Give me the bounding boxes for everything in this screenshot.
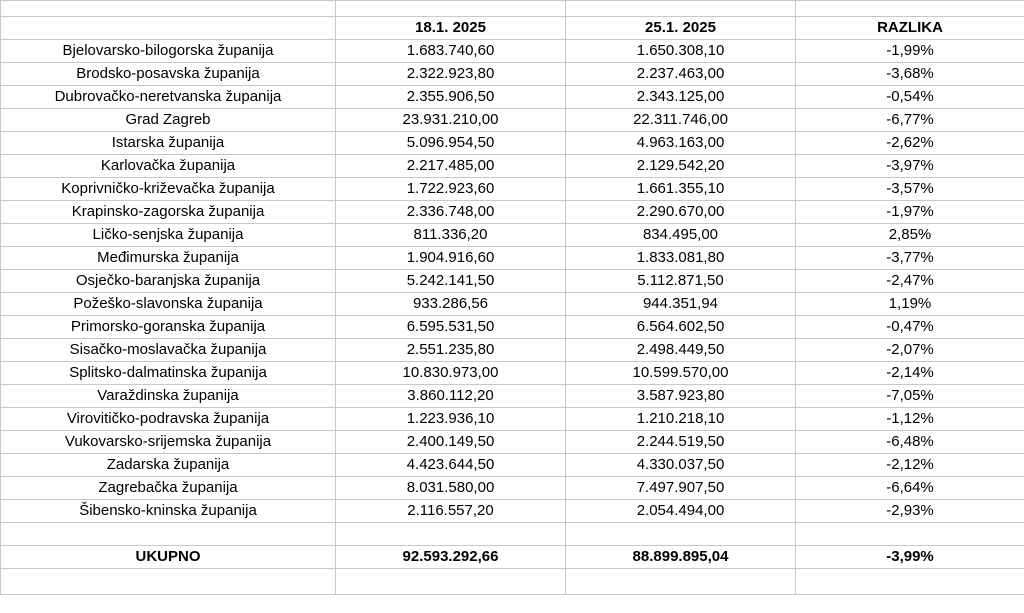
diff-cell[interactable]: -0,47% [796, 316, 1024, 339]
header-date2-cell[interactable]: 25.1. 2025 [566, 17, 796, 40]
table-row [1, 454, 1024, 477]
value-date2-cell[interactable]: 944.351,94 [566, 293, 796, 316]
value-date1-cell[interactable]: 2.322.923,80 [336, 63, 566, 86]
value-date1-cell[interactable]: 2.551.235,80 [336, 339, 566, 362]
value-date2-cell[interactable]: 1.650.308,10 [566, 40, 796, 63]
value-date1-cell[interactable]: 4.423.644,50 [336, 454, 566, 477]
county-cell[interactable]: Šibensko-kninska županija [1, 500, 336, 523]
table-row [1, 86, 1024, 109]
value-date2-cell[interactable]: 1.833.081,80 [566, 247, 796, 270]
empty-cell[interactable] [336, 1, 566, 17]
empty-cell[interactable] [796, 523, 1024, 546]
diff-cell[interactable]: -2,93% [796, 500, 1024, 523]
value-date1-cell[interactable]: 2.217.485,00 [336, 155, 566, 178]
diff-cell[interactable]: -6,64% [796, 477, 1024, 500]
value-date2-cell[interactable]: 2.498.449,50 [566, 339, 796, 362]
diff-cell[interactable]: -2,12% [796, 454, 1024, 477]
table-row [1, 316, 1024, 339]
diff-cell[interactable]: -2,47% [796, 270, 1024, 293]
value-date1-cell[interactable]: 1.722.923,60 [336, 178, 566, 201]
table-row [1, 201, 1024, 224]
county-cell[interactable]: Zagrebačka županija [1, 477, 336, 500]
empty-cell[interactable] [1, 523, 336, 546]
county-cell[interactable]: Virovitičko-podravska županija [1, 408, 336, 431]
diff-cell[interactable]: -3,68% [796, 63, 1024, 86]
value-date1-cell[interactable]: 5.242.141,50 [336, 270, 566, 293]
diff-cell[interactable]: -2,14% [796, 362, 1024, 385]
empty-row-bottom [1, 568, 1024, 594]
diff-cell[interactable]: -6,77% [796, 109, 1024, 132]
table-row [1, 40, 1024, 63]
value-date2-cell[interactable]: 2.343.125,00 [566, 86, 796, 109]
diff-cell[interactable]: -3,77% [796, 247, 1024, 270]
county-cell[interactable]: Krapinsko-zagorska županija [1, 201, 336, 224]
value-date2-cell[interactable]: 5.112.871,50 [566, 270, 796, 293]
county-cell[interactable]: Splitsko-dalmatinska županija [1, 362, 336, 385]
county-cell[interactable]: Požeško-slavonska županija [1, 293, 336, 316]
value-date2-cell[interactable]: 4.963.163,00 [566, 132, 796, 155]
value-date1-cell[interactable]: 10.830.973,00 [336, 362, 566, 385]
table-row [1, 224, 1024, 247]
value-date1-cell[interactable]: 8.031.580,00 [336, 477, 566, 500]
total-date1-cell[interactable]: 92.593.292,66 [336, 545, 566, 568]
table-row [1, 270, 1024, 293]
table-row [1, 408, 1024, 431]
header-diff-cell[interactable]: RAZLIKA [796, 17, 1024, 40]
value-date1-cell[interactable]: 1.223.936,10 [336, 408, 566, 431]
table-row [1, 155, 1024, 178]
diff-cell[interactable]: -1,12% [796, 408, 1024, 431]
county-cell[interactable]: Bjelovarsko-bilogorska županija [1, 40, 336, 63]
total-date2-cell[interactable]: 88.899.895,04 [566, 545, 796, 568]
diff-cell[interactable]: -2,07% [796, 339, 1024, 362]
diff-cell[interactable]: -1,97% [796, 201, 1024, 224]
value-date2-cell[interactable]: 2.129.542,20 [566, 155, 796, 178]
value-date1-cell[interactable]: 2.400.149,50 [336, 431, 566, 454]
empty-row-top [1, 1, 1024, 17]
county-cell[interactable]: Varaždinska županija [1, 385, 336, 408]
table-row [1, 109, 1024, 132]
county-cell[interactable]: Sisačko-moslavačka županija [1, 339, 336, 362]
county-cell[interactable]: Brodsko-posavska županija [1, 63, 336, 86]
county-cell[interactable]: Istarska županija [1, 132, 336, 155]
table-row [1, 385, 1024, 408]
value-date2-cell[interactable]: 1.661.355,10 [566, 178, 796, 201]
table-row [1, 339, 1024, 362]
value-date1-cell[interactable]: 2.116.557,20 [336, 500, 566, 523]
diff-cell[interactable]: 1,19% [796, 293, 1024, 316]
diff-cell[interactable]: -2,62% [796, 132, 1024, 155]
value-date2-cell[interactable]: 6.564.602,50 [566, 316, 796, 339]
empty-cell[interactable] [1, 568, 336, 594]
diff-cell[interactable]: -3,97% [796, 155, 1024, 178]
value-date2-cell[interactable]: 1.210.218,10 [566, 408, 796, 431]
value-date2-cell[interactable]: 834.495,00 [566, 224, 796, 247]
value-date1-cell[interactable]: 2.336.748,00 [336, 201, 566, 224]
diff-cell[interactable]: -0,54% [796, 86, 1024, 109]
county-cell[interactable]: Vukovarsko-srijemska županija [1, 431, 336, 454]
value-date2-cell[interactable]: 2.244.519,50 [566, 431, 796, 454]
header-county-cell[interactable] [1, 17, 336, 40]
table-body [1, 1, 1024, 595]
value-date2-cell[interactable]: 4.330.037,50 [566, 454, 796, 477]
county-cell[interactable]: Međimurska županija [1, 247, 336, 270]
county-cell[interactable]: Dubrovačko-neretvanska županija [1, 86, 336, 109]
value-date1-cell[interactable]: 6.595.531,50 [336, 316, 566, 339]
total-row [1, 545, 1024, 568]
value-date2-cell[interactable]: 22.311.746,00 [566, 109, 796, 132]
empty-row [1, 523, 1024, 546]
value-date2-cell[interactable]: 2.054.494,00 [566, 500, 796, 523]
table-row [1, 132, 1024, 155]
table-row [1, 178, 1024, 201]
value-date1-cell[interactable]: 23.931.210,00 [336, 109, 566, 132]
value-date1-cell[interactable]: 1.904.916,60 [336, 247, 566, 270]
diff-cell[interactable]: -1,99% [796, 40, 1024, 63]
county-cell[interactable]: Karlovačka županija [1, 155, 336, 178]
value-date1-cell[interactable]: 2.355.906,50 [336, 86, 566, 109]
county-cell[interactable]: Koprivničko-križevačka županija [1, 178, 336, 201]
value-date1-cell[interactable]: 811.336,20 [336, 224, 566, 247]
empty-cell[interactable] [336, 568, 566, 594]
empty-cell[interactable] [336, 523, 566, 546]
county-cell[interactable]: Grad Zagreb [1, 109, 336, 132]
table-row [1, 247, 1024, 270]
diff-cell[interactable]: -7,05% [796, 385, 1024, 408]
county-cell[interactable]: Ličko-senjska županija [1, 224, 336, 247]
header-date1-cell[interactable]: 18.1. 2025 [336, 17, 566, 40]
county-cell[interactable]: Zadarska županija [1, 454, 336, 477]
table-row [1, 431, 1024, 454]
value-date2-cell[interactable]: 2.290.670,00 [566, 201, 796, 224]
empty-cell[interactable] [566, 1, 796, 17]
table-row [1, 362, 1024, 385]
value-date2-cell[interactable]: 3.587.923,80 [566, 385, 796, 408]
table-row [1, 293, 1024, 316]
diff-cell[interactable]: 2,85% [796, 224, 1024, 247]
diff-cell[interactable]: -6,48% [796, 431, 1024, 454]
diff-cell[interactable]: -3,57% [796, 178, 1024, 201]
empty-cell[interactable] [1, 1, 336, 17]
total-label-cell[interactable]: UKUPNO [1, 545, 336, 568]
empty-cell[interactable] [566, 568, 796, 594]
empty-cell[interactable] [566, 523, 796, 546]
value-date2-cell[interactable]: 2.237.463,00 [566, 63, 796, 86]
header-row [1, 17, 1024, 40]
table-row [1, 63, 1024, 86]
total-diff-cell[interactable]: -3,99% [796, 545, 1024, 568]
value-date1-cell[interactable]: 933.286,56 [336, 293, 566, 316]
table-row [1, 477, 1024, 500]
county-cell[interactable]: Osječko-baranjska županija [1, 270, 336, 293]
county-cell[interactable]: Primorsko-goranska županija [1, 316, 336, 339]
value-date2-cell[interactable]: 10.599.570,00 [566, 362, 796, 385]
value-date2-cell[interactable]: 7.497.907,50 [566, 477, 796, 500]
value-date1-cell[interactable]: 5.096.954,50 [336, 132, 566, 155]
value-date1-cell[interactable]: 3.860.112,20 [336, 385, 566, 408]
value-date1-cell[interactable]: 1.683.740,60 [336, 40, 566, 63]
table-row [1, 500, 1024, 523]
empty-cell[interactable] [796, 1, 1024, 17]
empty-cell[interactable] [796, 568, 1024, 594]
